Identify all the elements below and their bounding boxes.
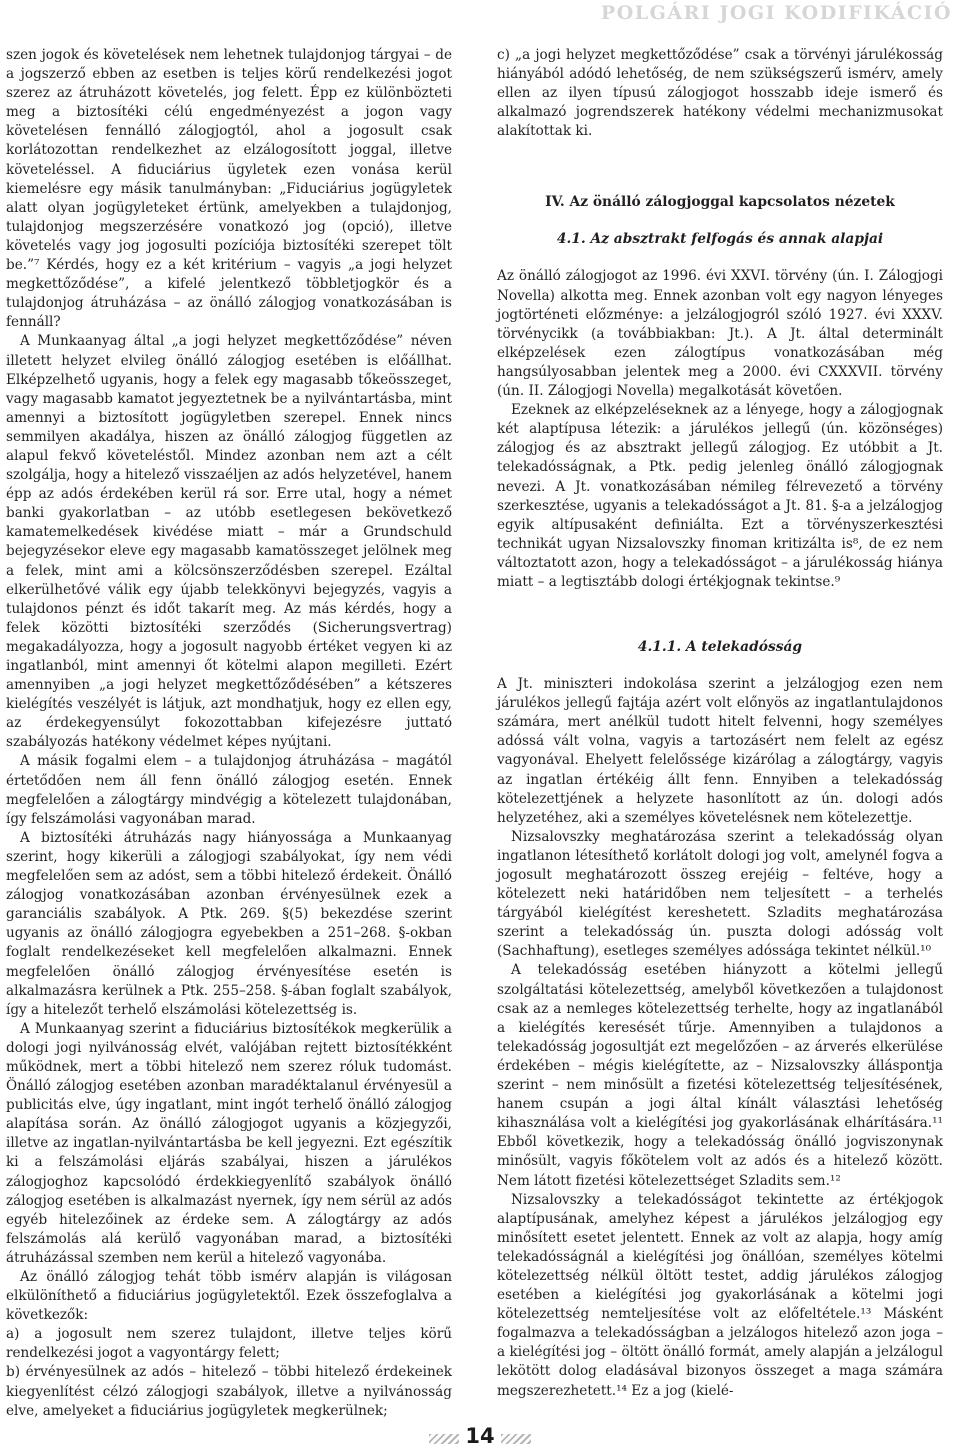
paragraph: A biztosítéki átruházás nagy hiányossága a Munkaanyag szerint, hogy kikerüli a zálogjogi szabályokat, így nem védi megfelelően sem az adóst, sem a többi hitelező érdekeit. Önálló zálogjog vonatkozásában azonban érvényesülnek ezek a garanciális szabályok. A Ptk. 269. §(5) bekezdése szerint ugyanis az önálló zálogjogra egyebekben a 251–268. §-okban foglalt rendelkezéseket kell megfelelően alkalmazni. Ennek megfelelően önálló zálogjog érvényesítése esetén is alkalmazásra kerülnek a Ptk. 255–258. §-ában foglalt szabályok, így a hitelezőt terhelő elszámolási kötelezettség is. xyxy=(6,829,452,1018)
paragraph: A Munkaanyag által „a jogi helyzet megkettőződése” néven illetett helyzet elvileg önálló zálogjog esetében is előállhat. Elképzelhető ugyanis, hogy a felek egy magasabb tőkeösszeget, vagy magasabb kamatot jegyeztetnek be a nyilvántartásba, mint amennyi a biztosított jogügyletben szerepel. Ennek nincs semmilyen akadálya, hiszen az önálló zálogjog független az alapul fekvő követeléstől. Mindez azonban nem azt a célt szolgálja, hogy a hitelező visszaéljen az adós helyzetével, hanem épp az adós érdekében kerül rá sor. Erre utal, hogy a német banki gyakorlatban – az utóbb esetlegesen bekövetkező kamatemelkedések kivédése miatt – már a Grundschuld bejegyzésekor eleve egy magasabb kamatösszeget jelölnek meg a felek, mint ami a kölcsönszerződésben szerepel. Ezáltal elkerülhetővé válik egy újabb telekkönyvi bejegyzés, vagyis a tulajdonos pénzt és időt takarít meg. Az más kérdés, hogy a felek közötti biztosítéki szerződés (Sicherungsvertrag) megakadályozza, hogy a jogosult nagyobb értéket vegyen ki az ingatlanból, mint amennyi őt kötelmi alapon megilleti. Ezért amennyiben „a jogi helyzet megkettőződésében” a kétszeres kielégítés veszélyét is látjuk, azt mondhatjuk, hogy ez ellen egy, az érdekegyensúlyt fokozottabban kifejezésre juttató szabályozás hatékony védelmet képes nyújtani. xyxy=(6,333,452,751)
paragraph: A Munkaanyag szerint a fiduciárius biztosítékok megkerülik a dologi jogi nyilvánosság elvét, valójában rejtett biztosítékként működnek, mert a többi hitelező nem szerez róluk tudomást. Önálló zálogjog esetében azonban maradéktalanul érvényesül a publicitás elve, úgy ingatlant, mint ingót terhelő önálló zálogjog alapítása során. Az önálló zálogjogot ugyanis a közjegyzői, illetve az ingatlan-nyilvántartásba be kell jegyezni. Ezt egészítik ki a felszámolási eljárás szabályai, hiszen a járulékos zálogjoghoz kapcsolódó érdekkiegyenlítő szabályok önálló zálogjog esetében is alkalmazást nyernek, így nem sérül az adós egyéb hitelezőinek az érdeke sem. A zálogtárgy az adós felszámolás alá kerülő vagyonában marad, a biztosítéki átruházással szemben nem kerül a hitelező vagyonába. xyxy=(6,1020,452,1266)
paragraph: szen jogok és követelések nem lehetnek tulajdonjog tárgyai – de a jogszerző ebben az esetben is teljes körű rendelkezési jogot szerez az átruházott követelés, jog felett. Épp ez különbözteti meg a biztosítéki célú engedményezést a jogon vagy követelésen fennálló zálogjogtól, ahol a jogosult csak korlátozottan rendelkezhet az elzálogosított joggal, illetve követeléssel. A fiduciárius ügyletek ezen vonása kerül kiemelésre egy másik tanulmányban: „Fiduciárius jogügyletek alatt olyan jogügyleteket értünk, amelyekben a tulajdonjog, tulajdonjog megszerzésére vonatkozó jog (opció), illetve követelés vagy jog jogosulti pozíciója biztosítéki szerepet tölt be.”⁷ Kérdés, hogy ez a két kritérium – vagyis „a jogi helyzet megkettőződése”, a kifelé jelentkező többletjogkör és a tulajdonjog átruházása – az önálló zálogjog vonatkozásában is fennáll? xyxy=(6,47,452,331)
page-footer xyxy=(0,1424,960,1448)
ornament-left-icon xyxy=(429,1434,459,1444)
running-title: POLGÁRI JOGI KODIFIKÁCIÓ xyxy=(600,2,952,24)
list-item: c) „a jogi helyzet megkettőződése” csak a törvényi járulékosság hiányából adódó lehetőség, de nem szükségszerű ismérv, amely ellen az ilyen típusú zálogjogot hosszabb ideje ismerő és alkalmazó jogrendszerek hatékony védelmi mechanizmusokat alakítottak ki. xyxy=(497,47,943,140)
paragraph: A másik fogalmi elem – a tulajdonjog átruházása – magától értetődően nem áll fenn önálló zálogjog esetén. Ennek megfelelően a zálogtárgy mindvégig a kötelezett tulajdonában, így felszámolási vagyonában marad. xyxy=(6,753,452,827)
subsubsection-heading: 4.1.1. A telekadósság xyxy=(637,639,803,656)
paragraph: Nizsalovszky a telekadósságot tekintette az értékjogok alaptípusának, amelyhez képest a járulékos jelzálogjog egy minősített esetet jelentett. Ennek az volt az alapja, hogy amíg telekadósságnál a kielégítési jog önállóan, személyes kötelmi kötelezettség nélkül öltött testet, addig járulékos zálogjog esetében a kielégítési jog gyakorlásának a kötelmi jogi kötelezettség nemteljesítése volt az előfeltétele.¹³ Másként fogalmazva a telekadósságban a jelzálogos hitelező azon joga – a kielégítési jog – öltött önálló formát, amely alapján a jelzálogul lekötött dolog eladásával bizonyos összeget a maga számára megszerezhetett.¹⁴ Ez a jog (kielé- xyxy=(497,1191,943,1399)
ornament-right-icon xyxy=(501,1434,531,1444)
left-column xyxy=(6,46,452,1421)
paragraph: Az önálló zálogjog tehát több ismérv alapján is világosan elkülöníthető a fiduciárius jogügyletektől. Ezek összefoglalva a következők: xyxy=(6,1269,452,1324)
page-number: 14 xyxy=(465,1424,495,1448)
paragraph: A Jt. miniszteri indokolása szerint a jelzálogjog ezen nem járulékos jellegű fajtája azért volt előnyös az ingatlantulajdonos számára, mert anélkül tudott hitelt felvenni, hogy személyes adóssá vált volna, vagyis a tartozásért nem felelt az egész vagyonával. Ehelyett felelőssége kizárólag a zálogtárgy, vagyis az ingatlan értékéig állt fenn. Ennyiben a telekadósság kötelezettjének a helyzete hasonlított az ún. dologi adós helyzetéhez, aki a személyes követelésnek nem kötelezettje. xyxy=(497,676,943,826)
paragraph: Ezeknek az elképzeléseknek az a lényege, hogy a zálogjognak két alaptípusa létezik: a járulékos jellegű (ún. közönséges) zálogjog és az absztrakt jellegű zálogjog. Ez utóbbit a Jt. telekadósságnak, a Ptk. pedig jelenleg önálló zálogjognak nevezi. A Jt. vonatkozásában némileg félrevezető a törvény szerkesztése, ugyanis a telekadósságot a Jt. 81. §-a a jelzálogjog egyik altípusaként definiálta. Ezt a törvényszerkesztési technikát ugyan Nizsalovszky finoman kritizálta is⁸, de ez nem változtatott azon, hogy a telekadósságot – a járulékosság hiánya miatt – a legtisztább dologi értékjognak tekintse.⁹ xyxy=(497,402,943,590)
paragraph: Az önálló zálogjogot az 1996. évi XXVI. törvény (ún. I. Zálogjogi Novella) alkotta meg. Ennek azonban volt egy nagyon lényeges jogtörténeti előzménye: a jelzálogjogról szóló 1927. évi XXXV. törvénycikk (a továbbiakban: Jt.). A Jt. által determinált elképzelések ezen zálogtípus vonatkozásában még hangsúlyosabban jelentek meg a 2000. évi CXXXVII. törvény (ún. II. Zálogjogi Novella) megalkotását követően. xyxy=(497,268,943,400)
list-item: a) a jogosult nem szerez tulajdont, illetve teljes körű rendelkezési jogot a vagyontárgy felett; xyxy=(6,1326,452,1362)
list-item: b) érvényesülnek az adós – hitelező – többi hitelező érdekeinek kiegyenlítést célzó zálogjogi szabályok, illetve a nyilvánosság elve, amelyeket a fiduciárius jogügyletek megkerülnek; xyxy=(6,1364,452,1419)
paragraph: A telekadósság esetében hiányzott a kötelmi jellegű szolgáltatási kötelezettség, amelyből következően a tulajdonost csak az a nemleges kötelezettség terhelte, hogy az ingatlanából a kielégítés keresését tűrje. Amennyiben a tulajdonos a telekadósság jogosultját ezt megelőzően – az árverés elkerülése érdekében – mégis kielégítette, az – Nizsalovszky álláspontja szerint – nem minősült a fizetési kötelezettség teljesítésének, hanem csupán a jogi által kínált választási lehetőség kihasználása volt a kielégítési jog gyakorlásának elhárítására.¹¹ Ebből következik, hogy a telekadósság önálló jogviszonynak minősült, vagyis főkötelem volt az adós és a hitelező között. Nem látott fizetési kötelezettséget Szladits sem.¹² xyxy=(497,962,943,1189)
paragraph: Nizsalovszky meghatározása szerint a telekadósság olyan ingatlanon létesíthető korlátolt dologi jog volt, amelynél fogva a jogosult meghatározott összeg erejéig – feltéve, hogy a kötelezett neki határidőben nem teljesített – a terhelés tárgyából kielégítést kereshetett. Szladits meghatározása szerint a telekadósság ún. puszta dologi adósság volt (Sachhaftung), esetleges személyes adóssága tekintet nélkül.¹⁰ xyxy=(497,828,943,960)
subsection-heading: 4.1. Az absztrakt felfogás és annak alapjai xyxy=(556,231,884,248)
section-heading: IV. Az önálló zálogjoggal kapcsolatos nézetek xyxy=(545,194,895,211)
right-column xyxy=(497,46,943,1401)
